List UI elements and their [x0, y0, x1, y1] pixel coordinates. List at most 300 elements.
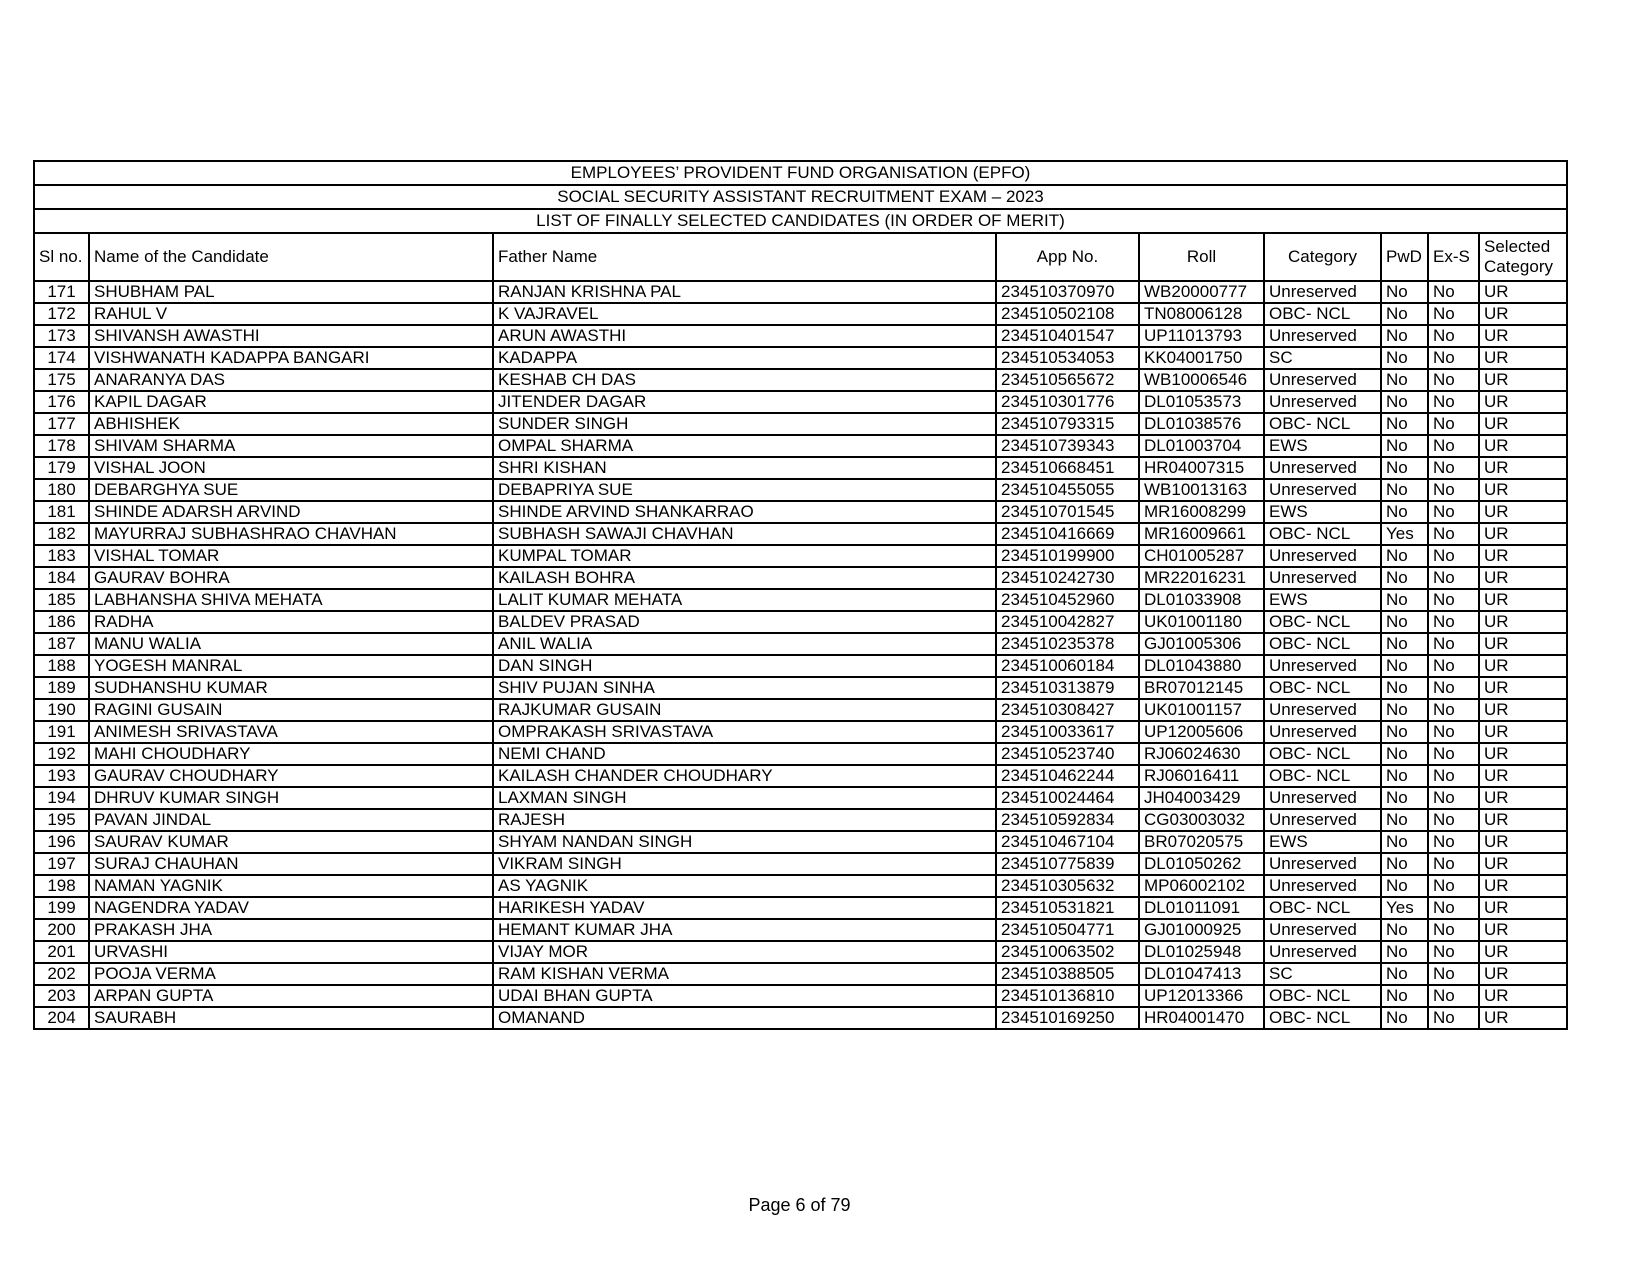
cell-sl-no: 190: [34, 699, 89, 721]
cell-sl-no: 186: [34, 611, 89, 633]
cell-father-name: RANJAN KRISHNA PAL: [493, 281, 996, 303]
cell-father-name: HARIKESH YADAV: [493, 897, 996, 919]
cell-father-name: KADAPPA: [493, 347, 996, 369]
cell-app-no: 234510060184: [996, 655, 1139, 677]
cell-selected-category: UR: [1479, 831, 1567, 853]
candidate-row: [34, 435, 1567, 457]
cell-roll: DL01043880: [1139, 655, 1264, 677]
cell-roll: DL01025948: [1139, 941, 1264, 963]
cell-pwd: No: [1381, 831, 1428, 853]
cell-father-name: LAXMAN SINGH: [493, 787, 996, 809]
cell-ex-s: No: [1428, 523, 1479, 545]
candidate-row: [34, 457, 1567, 479]
cell-app-no: 234510370970: [996, 281, 1139, 303]
organisation-title: EMPLOYEES’ PROVIDENT FUND ORGANISATION (EPFO): [34, 161, 1567, 185]
cell-candidate-name: RAHUL V: [89, 303, 493, 325]
cell-category: Unreserved: [1264, 567, 1381, 589]
cell-father-name: SHINDE ARVIND SHANKARRAO: [493, 501, 996, 523]
cell-ex-s: No: [1428, 347, 1479, 369]
cell-app-no: 234510668451: [996, 457, 1139, 479]
cell-sl-no: 198: [34, 875, 89, 897]
cell-sl-no: 174: [34, 347, 89, 369]
cell-app-no: 234510775839: [996, 853, 1139, 875]
cell-father-name: ARUN AWASTHI: [493, 325, 996, 347]
cell-category: EWS: [1264, 435, 1381, 457]
candidate-row: [34, 523, 1567, 545]
cell-app-no: 234510462244: [996, 765, 1139, 787]
cell-ex-s: No: [1428, 655, 1479, 677]
cell-roll: DL01033908: [1139, 589, 1264, 611]
cell-category: Unreserved: [1264, 699, 1381, 721]
cell-roll: MR16008299: [1139, 501, 1264, 523]
cell-selected-category: UR: [1479, 325, 1567, 347]
candidate-row: [34, 413, 1567, 435]
header-sl-no: Sl no.: [34, 233, 89, 281]
cell-candidate-name: DEBARGHYA SUE: [89, 479, 493, 501]
cell-category: OBC- NCL: [1264, 413, 1381, 435]
cell-category: Unreserved: [1264, 457, 1381, 479]
candidate-row: [34, 809, 1567, 831]
cell-app-no: 234510534053: [996, 347, 1139, 369]
cell-roll: DL01053573: [1139, 391, 1264, 413]
cell-ex-s: No: [1428, 325, 1479, 347]
cell-ex-s: No: [1428, 369, 1479, 391]
cell-sl-no: 175: [34, 369, 89, 391]
cell-app-no: 234510565672: [996, 369, 1139, 391]
cell-candidate-name: LABHANSHA SHIVA MEHATA: [89, 589, 493, 611]
cell-selected-category: UR: [1479, 743, 1567, 765]
candidate-row: [34, 479, 1567, 501]
cell-father-name: HEMANT KUMAR JHA: [493, 919, 996, 941]
cell-category: SC: [1264, 963, 1381, 985]
candidate-row: [34, 589, 1567, 611]
cell-pwd: No: [1381, 743, 1428, 765]
cell-candidate-name: VISHAL TOMAR: [89, 545, 493, 567]
cell-pwd: No: [1381, 281, 1428, 303]
cell-father-name: KAILASH CHANDER CHOUDHARY: [493, 765, 996, 787]
cell-app-no: 234510235378: [996, 633, 1139, 655]
cell-ex-s: No: [1428, 919, 1479, 941]
cell-selected-category: UR: [1479, 281, 1567, 303]
candidate-row: [34, 369, 1567, 391]
cell-ex-s: No: [1428, 391, 1479, 413]
cell-app-no: 234510042827: [996, 611, 1139, 633]
cell-ex-s: No: [1428, 787, 1479, 809]
cell-selected-category: UR: [1479, 765, 1567, 787]
candidate-row: [34, 303, 1567, 325]
cell-roll: UP11013793: [1139, 325, 1264, 347]
cell-app-no: 234510401547: [996, 325, 1139, 347]
candidate-row: [34, 941, 1567, 963]
cell-pwd: No: [1381, 875, 1428, 897]
cell-father-name: ANIL WALIA: [493, 633, 996, 655]
header-candidate-name: Name of the Candidate: [89, 233, 493, 281]
cell-roll: TN08006128: [1139, 303, 1264, 325]
cell-pwd: No: [1381, 501, 1428, 523]
cell-category: OBC- NCL: [1264, 303, 1381, 325]
cell-candidate-name: VISHAL JOON: [89, 457, 493, 479]
cell-candidate-name: NAMAN YAGNIK: [89, 875, 493, 897]
cell-pwd: Yes: [1381, 897, 1428, 919]
cell-ex-s: No: [1428, 567, 1479, 589]
cell-sl-no: 195: [34, 809, 89, 831]
candidate-row: [34, 655, 1567, 677]
cell-pwd: No: [1381, 479, 1428, 501]
cell-roll: DL01050262: [1139, 853, 1264, 875]
cell-app-no: 234510504771: [996, 919, 1139, 941]
cell-father-name: KESHAB CH DAS: [493, 369, 996, 391]
cell-ex-s: No: [1428, 897, 1479, 919]
cell-roll: GJ01000925: [1139, 919, 1264, 941]
cell-sl-no: 194: [34, 787, 89, 809]
cell-selected-category: UR: [1479, 699, 1567, 721]
cell-selected-category: UR: [1479, 721, 1567, 743]
cell-selected-category: UR: [1479, 875, 1567, 897]
cell-sl-no: 202: [34, 963, 89, 985]
candidate-row: [34, 853, 1567, 875]
cell-father-name: SHYAM NANDAN SINGH: [493, 831, 996, 853]
cell-selected-category: UR: [1479, 369, 1567, 391]
cell-father-name: KUMPAL TOMAR: [493, 545, 996, 567]
candidate-row: [34, 721, 1567, 743]
cell-father-name: NEMI CHAND: [493, 743, 996, 765]
cell-ex-s: No: [1428, 303, 1479, 325]
header-ex-s: Ex-S: [1428, 233, 1479, 281]
cell-app-no: 234510739343: [996, 435, 1139, 457]
title-row-exam: [34, 185, 1567, 209]
cell-sl-no: 197: [34, 853, 89, 875]
candidate-row: [34, 831, 1567, 853]
cell-pwd: No: [1381, 809, 1428, 831]
cell-sl-no: 180: [34, 479, 89, 501]
cell-candidate-name: URVASHI: [89, 941, 493, 963]
cell-sl-no: 193: [34, 765, 89, 787]
cell-father-name: UDAI BHAN GUPTA: [493, 985, 996, 1007]
cell-category: Unreserved: [1264, 919, 1381, 941]
cell-sl-no: 182: [34, 523, 89, 545]
cell-app-no: 234510024464: [996, 787, 1139, 809]
candidate-row: [34, 765, 1567, 787]
cell-app-no: 234510502108: [996, 303, 1139, 325]
cell-category: OBC- NCL: [1264, 743, 1381, 765]
cell-sl-no: 204: [34, 1007, 89, 1029]
cell-pwd: No: [1381, 699, 1428, 721]
candidate-row: [34, 919, 1567, 941]
cell-ex-s: No: [1428, 831, 1479, 853]
candidate-row: [34, 567, 1567, 589]
cell-roll: CH01005287: [1139, 545, 1264, 567]
list-title: LIST OF FINALLY SELECTED CANDIDATES (IN ORDER OF MERIT): [34, 209, 1567, 233]
cell-app-no: 234510531821: [996, 897, 1139, 919]
cell-sl-no: 172: [34, 303, 89, 325]
cell-selected-category: UR: [1479, 545, 1567, 567]
cell-ex-s: No: [1428, 677, 1479, 699]
cell-ex-s: No: [1428, 875, 1479, 897]
cell-category: OBC- NCL: [1264, 611, 1381, 633]
header-father-name: Father Name: [493, 233, 996, 281]
cell-ex-s: No: [1428, 545, 1479, 567]
cell-roll: RJ06016411: [1139, 765, 1264, 787]
table-body: [34, 281, 1567, 1029]
cell-sl-no: 183: [34, 545, 89, 567]
cell-candidate-name: RAGINI GUSAIN: [89, 699, 493, 721]
candidate-row: [34, 875, 1567, 897]
cell-app-no: 234510169250: [996, 1007, 1139, 1029]
cell-category: OBC- NCL: [1264, 523, 1381, 545]
cell-ex-s: No: [1428, 765, 1479, 787]
page-number: Page 6 of 79: [748, 1195, 851, 1215]
cell-selected-category: UR: [1479, 1007, 1567, 1029]
cell-father-name: BALDEV PRASAD: [493, 611, 996, 633]
cell-sl-no: 179: [34, 457, 89, 479]
cell-category: Unreserved: [1264, 391, 1381, 413]
header-pwd: PwD: [1381, 233, 1428, 281]
cell-category: Unreserved: [1264, 787, 1381, 809]
cell-father-name: AS YAGNIK: [493, 875, 996, 897]
cell-candidate-name: KAPIL DAGAR: [89, 391, 493, 413]
cell-app-no: 234510452960: [996, 589, 1139, 611]
cell-father-name: RAM KISHAN VERMA: [493, 963, 996, 985]
cell-selected-category: UR: [1479, 655, 1567, 677]
cell-ex-s: No: [1428, 853, 1479, 875]
cell-candidate-name: NAGENDRA YADAV: [89, 897, 493, 919]
cell-app-no: 234510033617: [996, 721, 1139, 743]
cell-category: EWS: [1264, 831, 1381, 853]
cell-pwd: No: [1381, 633, 1428, 655]
cell-category: Unreserved: [1264, 281, 1381, 303]
cell-sl-no: 203: [34, 985, 89, 1007]
cell-candidate-name: GAURAV CHOUDHARY: [89, 765, 493, 787]
cell-sl-no: 177: [34, 413, 89, 435]
cell-selected-category: UR: [1479, 853, 1567, 875]
cell-ex-s: No: [1428, 457, 1479, 479]
cell-app-no: 234510313879: [996, 677, 1139, 699]
cell-roll: KK04001750: [1139, 347, 1264, 369]
cell-selected-category: UR: [1479, 347, 1567, 369]
cell-roll: UK01001157: [1139, 699, 1264, 721]
header-category: Category: [1264, 233, 1381, 281]
cell-father-name: K VAJRAVEL: [493, 303, 996, 325]
cell-selected-category: UR: [1479, 479, 1567, 501]
cell-candidate-name: SHINDE ADARSH ARVIND: [89, 501, 493, 523]
cell-sl-no: 181: [34, 501, 89, 523]
cell-pwd: No: [1381, 347, 1428, 369]
cell-candidate-name: YOGESH MANRAL: [89, 655, 493, 677]
cell-category: EWS: [1264, 589, 1381, 611]
cell-category: SC: [1264, 347, 1381, 369]
cell-candidate-name: SHIVANSH AWASTHI: [89, 325, 493, 347]
cell-sl-no: 200: [34, 919, 89, 941]
cell-father-name: VIKRAM SINGH: [493, 853, 996, 875]
cell-category: Unreserved: [1264, 809, 1381, 831]
candidate-row: [34, 281, 1567, 303]
cell-app-no: 234510523740: [996, 743, 1139, 765]
cell-category: OBC- NCL: [1264, 1007, 1381, 1029]
cell-pwd: No: [1381, 457, 1428, 479]
cell-app-no: 234510388505: [996, 963, 1139, 985]
header-app-no: App No.: [996, 233, 1139, 281]
cell-candidate-name: SAURABH: [89, 1007, 493, 1029]
cell-father-name: OMANAND: [493, 1007, 996, 1029]
cell-candidate-name: RADHA: [89, 611, 493, 633]
candidate-row: [34, 633, 1567, 655]
cell-ex-s: No: [1428, 633, 1479, 655]
cell-ex-s: No: [1428, 281, 1479, 303]
cell-roll: UK01001180: [1139, 611, 1264, 633]
cell-selected-category: UR: [1479, 435, 1567, 457]
cell-selected-category: UR: [1479, 611, 1567, 633]
cell-selected-category: UR: [1479, 677, 1567, 699]
cell-roll: MP06002102: [1139, 875, 1264, 897]
candidate-row: [34, 501, 1567, 523]
cell-roll: WB10006546: [1139, 369, 1264, 391]
cell-pwd: No: [1381, 677, 1428, 699]
cell-pwd: No: [1381, 655, 1428, 677]
candidate-row: [34, 391, 1567, 413]
cell-roll: UP12013366: [1139, 985, 1264, 1007]
cell-category: OBC- NCL: [1264, 677, 1381, 699]
header-selected-category: Selected Category: [1479, 233, 1567, 281]
cell-father-name: SUNDER SINGH: [493, 413, 996, 435]
cell-category: Unreserved: [1264, 479, 1381, 501]
cell-category: Unreserved: [1264, 369, 1381, 391]
cell-selected-category: UR: [1479, 523, 1567, 545]
merit-list-table: [33, 160, 1568, 1030]
cell-pwd: No: [1381, 303, 1428, 325]
cell-pwd: No: [1381, 435, 1428, 457]
cell-father-name: RAJESH: [493, 809, 996, 831]
cell-roll: DL01047413: [1139, 963, 1264, 985]
cell-father-name: KAILASH BOHRA: [493, 567, 996, 589]
cell-sl-no: 192: [34, 743, 89, 765]
cell-ex-s: No: [1428, 479, 1479, 501]
cell-candidate-name: ABHISHEK: [89, 413, 493, 435]
cell-candidate-name: PRAKASH JHA: [89, 919, 493, 941]
cell-pwd: No: [1381, 985, 1428, 1007]
cell-app-no: 234510136810: [996, 985, 1139, 1007]
cell-father-name: OMPAL SHARMA: [493, 435, 996, 457]
title-row-organisation: [34, 161, 1567, 185]
cell-selected-category: UR: [1479, 941, 1567, 963]
cell-sl-no: 189: [34, 677, 89, 699]
cell-selected-category: UR: [1479, 897, 1567, 919]
cell-father-name: RAJKUMAR GUSAIN: [493, 699, 996, 721]
cell-roll: DL01003704: [1139, 435, 1264, 457]
cell-father-name: SHIV PUJAN SINHA: [493, 677, 996, 699]
cell-selected-category: UR: [1479, 963, 1567, 985]
cell-roll: MR16009661: [1139, 523, 1264, 545]
cell-pwd: No: [1381, 919, 1428, 941]
cell-app-no: 234510242730: [996, 567, 1139, 589]
cell-category: Unreserved: [1264, 875, 1381, 897]
cell-ex-s: No: [1428, 435, 1479, 457]
cell-app-no: 234510308427: [996, 699, 1139, 721]
cell-father-name: SHRI KISHAN: [493, 457, 996, 479]
cell-selected-category: UR: [1479, 413, 1567, 435]
cell-category: Unreserved: [1264, 655, 1381, 677]
column-header-row: [34, 233, 1567, 281]
cell-pwd: No: [1381, 545, 1428, 567]
cell-sl-no: 196: [34, 831, 89, 853]
cell-selected-category: UR: [1479, 457, 1567, 479]
cell-pwd: No: [1381, 589, 1428, 611]
cell-app-no: 234510455055: [996, 479, 1139, 501]
cell-father-name: VIJAY MOR: [493, 941, 996, 963]
candidate-row: [34, 611, 1567, 633]
candidate-row: [34, 743, 1567, 765]
cell-ex-s: No: [1428, 743, 1479, 765]
cell-pwd: No: [1381, 721, 1428, 743]
cell-sl-no: 185: [34, 589, 89, 611]
cell-app-no: 234510793315: [996, 413, 1139, 435]
cell-candidate-name: POOJA VERMA: [89, 963, 493, 985]
cell-ex-s: No: [1428, 589, 1479, 611]
cell-sl-no: 176: [34, 391, 89, 413]
cell-ex-s: No: [1428, 963, 1479, 985]
cell-category: Unreserved: [1264, 941, 1381, 963]
candidate-row: [34, 1007, 1567, 1029]
cell-candidate-name: GAURAV BOHRA: [89, 567, 493, 589]
cell-category: Unreserved: [1264, 545, 1381, 567]
cell-candidate-name: ARPAN GUPTA: [89, 985, 493, 1007]
candidate-row: [34, 787, 1567, 809]
cell-pwd: No: [1381, 391, 1428, 413]
cell-candidate-name: ANIMESH SRIVASTAVA: [89, 721, 493, 743]
cell-selected-category: UR: [1479, 985, 1567, 1007]
candidate-row: [34, 985, 1567, 1007]
cell-pwd: No: [1381, 941, 1428, 963]
cell-candidate-name: SHUBHAM PAL: [89, 281, 493, 303]
cell-app-no: 234510467104: [996, 831, 1139, 853]
cell-roll: HR04007315: [1139, 457, 1264, 479]
cell-roll: WB20000777: [1139, 281, 1264, 303]
cell-selected-category: UR: [1479, 787, 1567, 809]
cell-candidate-name: MAYURRAJ SUBHASHRAO CHAVHAN: [89, 523, 493, 545]
cell-pwd: Yes: [1381, 523, 1428, 545]
cell-category: OBC- NCL: [1264, 985, 1381, 1007]
cell-app-no: 234510199900: [996, 545, 1139, 567]
cell-sl-no: 171: [34, 281, 89, 303]
cell-selected-category: UR: [1479, 633, 1567, 655]
cell-sl-no: 178: [34, 435, 89, 457]
candidate-row: [34, 699, 1567, 721]
cell-sl-no: 191: [34, 721, 89, 743]
cell-pwd: No: [1381, 1007, 1428, 1029]
candidate-row: [34, 897, 1567, 919]
cell-father-name: SUBHASH SAWAJI CHAVHAN: [493, 523, 996, 545]
cell-candidate-name: SAURAV KUMAR: [89, 831, 493, 853]
cell-category: OBC- NCL: [1264, 765, 1381, 787]
cell-candidate-name: SURAJ CHAUHAN: [89, 853, 493, 875]
cell-roll: GJ01005306: [1139, 633, 1264, 655]
cell-roll: BR07020575: [1139, 831, 1264, 853]
cell-pwd: No: [1381, 787, 1428, 809]
cell-selected-category: UR: [1479, 919, 1567, 941]
cell-pwd: No: [1381, 567, 1428, 589]
cell-sl-no: 188: [34, 655, 89, 677]
cell-roll: RJ06024630: [1139, 743, 1264, 765]
cell-candidate-name: MANU WALIA: [89, 633, 493, 655]
cell-father-name: JITENDER DAGAR: [493, 391, 996, 413]
cell-sl-no: 173: [34, 325, 89, 347]
cell-candidate-name: SHIVAM SHARMA: [89, 435, 493, 457]
cell-pwd: No: [1381, 853, 1428, 875]
cell-roll: CG03003032: [1139, 809, 1264, 831]
candidate-row: [34, 677, 1567, 699]
cell-ex-s: No: [1428, 809, 1479, 831]
cell-sl-no: 184: [34, 567, 89, 589]
cell-ex-s: No: [1428, 413, 1479, 435]
